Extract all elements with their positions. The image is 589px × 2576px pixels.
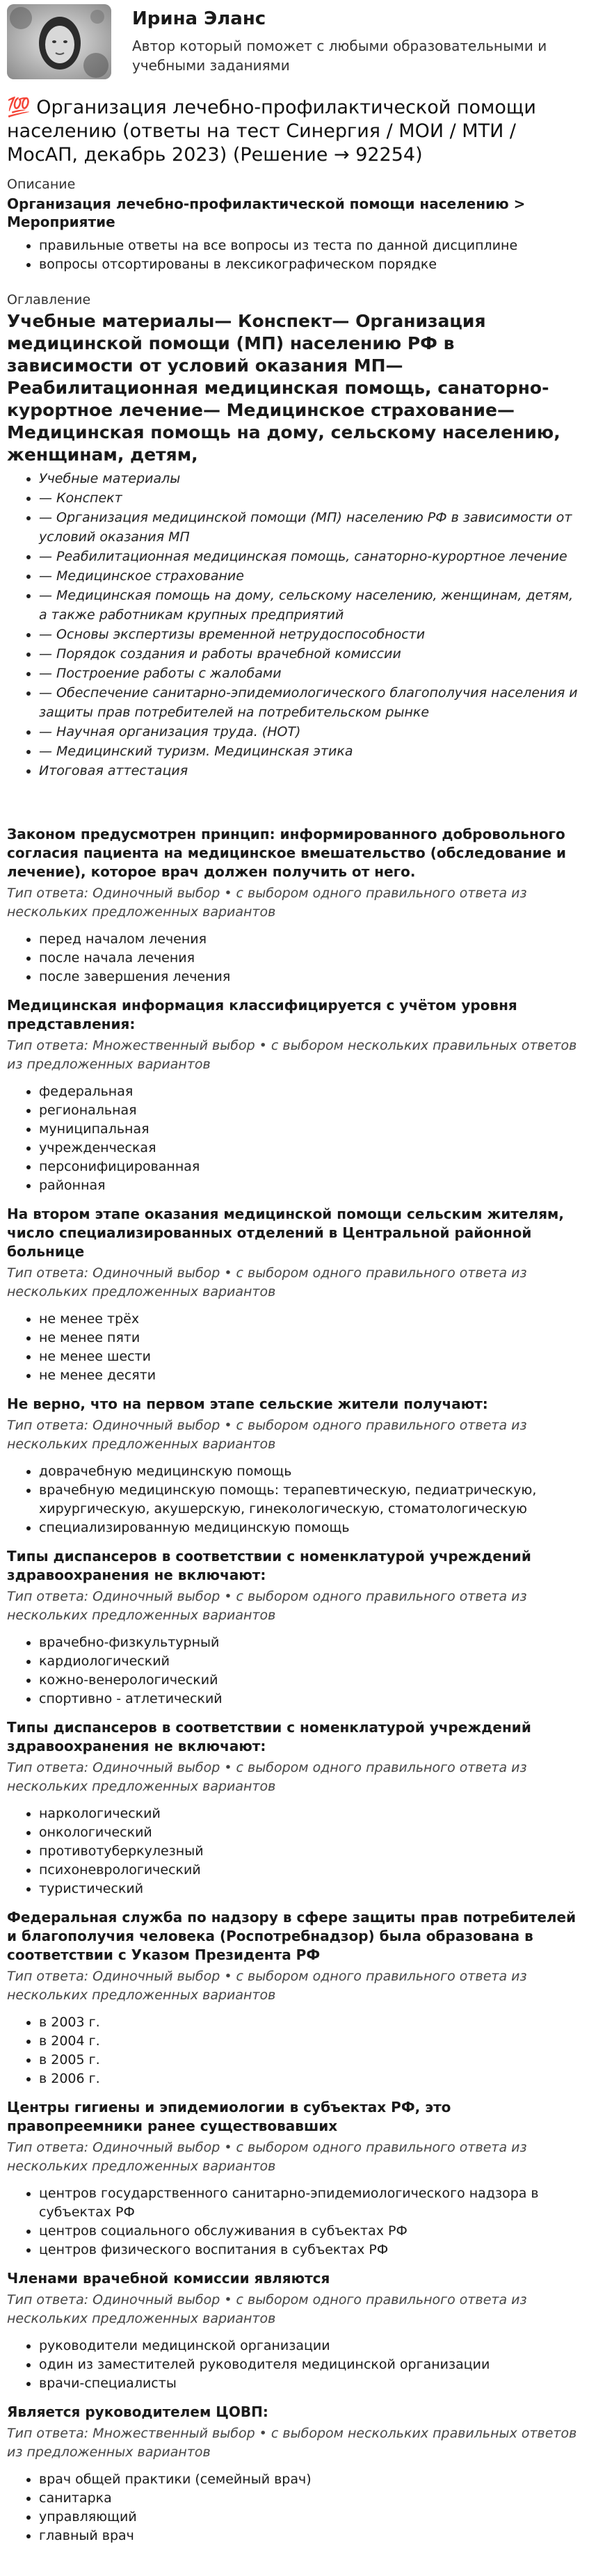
toc-item: • — Медицинская помощь на дому, сельскому населению, женщинам, детям, а также работникам крупных предприятий bbox=[39, 586, 579, 625]
author-info bbox=[132, 4, 579, 75]
answer-option: • управляющий bbox=[39, 2508, 579, 2527]
answer-options bbox=[7, 1082, 579, 1195]
question-text: Федеральная служба по надзору в сфере защиты прав потребителей и благополучия человека (Роспотребнадзор) была образована в соответствии с Указом Президента РФ bbox=[7, 1909, 576, 1963]
answer-option: • центров государственного санитарно-эпидемиологического надзора в субъектах РФ bbox=[39, 2184, 579, 2222]
answer-option: • не менее пяти bbox=[39, 1329, 579, 1347]
answer-option: • специализированную медицинскую помощь bbox=[39, 1519, 579, 1537]
question-text: Медицинская информация классифицируется с учётом уровня представления: bbox=[7, 997, 517, 1032]
toc-label: Оглавление bbox=[7, 292, 91, 307]
toc-item: • — Построение работы с жалобами bbox=[39, 664, 579, 683]
question bbox=[7, 996, 579, 1195]
question bbox=[7, 825, 579, 986]
toc-item: • — Конспект bbox=[39, 488, 579, 508]
answer-type: Тип ответа: Одиночный выбор • с выбором одного правильного ответа из нескольких предложенных вариантов bbox=[7, 2292, 527, 2326]
answer-option: • психоневрологический bbox=[39, 1861, 579, 1880]
answer-option: • туристический bbox=[39, 1880, 579, 1898]
answer-options bbox=[7, 2337, 579, 2393]
questions-list bbox=[7, 825, 579, 2545]
answer-option: • главный врач bbox=[39, 2527, 579, 2545]
toc-heading: Учебные материалы— Конспект— Организация медицинской помощи (МП) населению РФ в зависимости от условий оказания МП— Реабилитационная медицинская помощь, санаторно-курортное лечение— Медицинское страхование— Медицинская помощь на дому, сельскому населению, женщинам, детям, bbox=[7, 311, 560, 465]
answer-option: • не менее шести bbox=[39, 1347, 579, 1366]
author-card bbox=[7, 0, 579, 86]
toc-item: • — Медицинский туризм. Медицинская этика bbox=[39, 742, 579, 761]
description-list bbox=[7, 237, 579, 274]
answer-option: • районная bbox=[39, 1176, 579, 1195]
answer-options bbox=[7, 2013, 579, 2088]
answer-type: Тип ответа: Одиночный выбор • с выбором одного правильного ответа из нескольких предложенных вариантов bbox=[7, 1265, 527, 1299]
answer-options bbox=[7, 1633, 579, 1709]
answer-option: • муниципальная bbox=[39, 1120, 579, 1139]
author-description: Автор который поможет с любыми образовательными и учебными заданиями bbox=[132, 38, 547, 74]
toc-item: • — Основы экспертизы временной нетрудоспособности bbox=[39, 625, 579, 644]
question-text: Членами врачебной комиссии являются bbox=[7, 2270, 330, 2287]
answer-option: • региональная bbox=[39, 1101, 579, 1120]
answer-type: Тип ответа: Одиночный выбор • с выбором одного правильного ответа из нескольких предложенных вариантов bbox=[7, 1760, 527, 1794]
answer-option: • кардиологический bbox=[39, 1652, 579, 1671]
question bbox=[7, 1718, 579, 1898]
question bbox=[7, 1395, 579, 1537]
answer-option: • доврачебную медицинскую помощь bbox=[39, 1462, 579, 1481]
question bbox=[7, 1547, 579, 1709]
question-text: Является руководителем ЦОВП: bbox=[7, 2403, 268, 2420]
answer-option: • учрежденческая bbox=[39, 1139, 579, 1158]
answer-type: Тип ответа: Множественный выбор • с выбором нескольких правильных ответов из предложенных вариантов bbox=[7, 1038, 577, 1072]
answer-option: • врачебную медицинскую помощь: терапевтическую, педиатрическую, хирургическую, акушерскую, гинекологическую, стоматологическую bbox=[39, 1481, 579, 1519]
answer-option: • не менее десяти bbox=[39, 1366, 579, 1385]
answer-option: • центров социального обслуживания в субъектах РФ bbox=[39, 2222, 579, 2241]
description-section bbox=[7, 177, 579, 274]
question bbox=[7, 2403, 579, 2545]
answer-type: Тип ответа: Одиночный выбор • с выбором одного правильного ответа из нескольких предложенных вариантов bbox=[7, 2140, 527, 2174]
toc-list bbox=[7, 469, 579, 781]
answer-type: Тип ответа: Одиночный выбор • с выбором одного правильного ответа из нескольких предложенных вариантов bbox=[7, 1589, 527, 1623]
answer-option: • врачи-специалисты bbox=[39, 2374, 579, 2393]
toc-item: • — Научная организация труда. (НОТ) bbox=[39, 722, 579, 742]
answer-type: Тип ответа: Одиночный выбор • с выбором одного правильного ответа из нескольких предложенных вариантов bbox=[7, 1969, 527, 2003]
answer-option: • руководители медицинской организации bbox=[39, 2337, 579, 2355]
question-text: Типы диспансеров в соответствии с номенклатурой учреждений здравоохранения не включают: bbox=[7, 1719, 531, 1754]
answer-option: • санитарка bbox=[39, 2489, 579, 2508]
toc-section bbox=[7, 292, 579, 781]
answer-option: • врач общей практики (семейный врач) bbox=[39, 2470, 579, 2489]
answer-options bbox=[7, 1310, 579, 1385]
answer-option: • спортивно - атлетический bbox=[39, 1690, 579, 1709]
answer-option: • в 2006 г. bbox=[39, 2070, 579, 2088]
answer-option: • в 2005 г. bbox=[39, 2051, 579, 2070]
answer-options bbox=[7, 2184, 579, 2259]
answer-option: • один из заместителей руководителя медицинской организации bbox=[39, 2355, 579, 2374]
answer-type: Тип ответа: Одиночный выбор • с выбором одного правильного ответа из нескольких предложенных вариантов bbox=[7, 1418, 527, 1452]
answer-options bbox=[7, 930, 579, 986]
answer-type: Тип ответа: Одиночный выбор • с выбором одного правильного ответа из нескольких предложенных вариантов bbox=[7, 886, 527, 920]
answer-option: • кожно-венерологический bbox=[39, 1671, 579, 1690]
toc-item: • — Обеспечение санитарно-эпидемиологического благополучия населения и защиты прав потребителей на потребительском рынке bbox=[39, 683, 579, 722]
toc-item: • — Медицинское страхование bbox=[39, 566, 579, 586]
answer-option: • федеральная bbox=[39, 1082, 579, 1101]
page-title: 💯 Организация лечебно-профилактической помощи населению (ответы на тест Синергия / МОИ / МТИ / МосАП, декабрь 2023) (Решение → 92254) bbox=[7, 97, 536, 166]
answer-option: • в 2004 г. bbox=[39, 2032, 579, 2051]
answer-option: • противотуберкулезный bbox=[39, 1842, 579, 1861]
answer-option: • наркологический bbox=[39, 1805, 579, 1823]
toc-item: • Итоговая аттестация bbox=[39, 761, 579, 781]
question-text: Законом предусмотрен принцип: информированного добровольного согласия пациента на медицинское вмешательство (обследование и лечение), которое врач должен получить от него. bbox=[7, 826, 567, 880]
answer-option: • после начала лечения bbox=[39, 949, 579, 968]
toc-item: • — Порядок создания и работы врачебной комиссии bbox=[39, 644, 579, 664]
avatar-image bbox=[7, 4, 111, 79]
toc-item: • Учебные материалы bbox=[39, 469, 579, 488]
answer-options bbox=[7, 2470, 579, 2545]
answer-options bbox=[7, 1805, 579, 1898]
question bbox=[7, 1205, 579, 1385]
question-text: Не верно, что на первом этапе сельские жители получают: bbox=[7, 1395, 488, 1412]
answer-options bbox=[7, 1462, 579, 1537]
answer-option: • не менее трёх bbox=[39, 1310, 579, 1329]
toc-item: • — Реабилитационная медицинская помощь, санаторно-курортное лечение bbox=[39, 547, 579, 566]
question-text: Типы диспансеров в соответствии с номенклатурой учреждений здравоохранения не включают: bbox=[7, 1548, 531, 1583]
description-heading: Организация лечебно-профилактической помощи населению > Мероприятие bbox=[7, 195, 526, 230]
answer-option: • врачебно-физкультурный bbox=[39, 1633, 579, 1652]
author-avatar[interactable] bbox=[7, 4, 111, 79]
list-item: • вопросы отсортированы в лексикографическом порядке bbox=[39, 255, 579, 274]
question-text: На втором этапе оказания медицинской помощи сельским жителям, число специализированных отделений в Центральной районной больнице bbox=[7, 1206, 564, 1260]
answer-option: • центров физического воспитания в субъектах РФ bbox=[39, 2241, 579, 2259]
question bbox=[7, 2098, 579, 2259]
question bbox=[7, 2269, 579, 2393]
answer-option: • после завершения лечения bbox=[39, 968, 579, 986]
answer-option: • перед началом лечения bbox=[39, 930, 579, 949]
answer-option: • персонифицированная bbox=[39, 1158, 579, 1176]
description-label: Описание bbox=[7, 177, 76, 192]
answer-option: • онкологический bbox=[39, 1823, 579, 1842]
question bbox=[7, 1908, 579, 2088]
question-text: Центры гигиены и эпидемиологии в субъектах РФ, это правопреемники ранее существовавших bbox=[7, 2099, 451, 2134]
toc-item: • — Организация медицинской помощи (МП) населению РФ в зависимости от условий оказания МП bbox=[39, 508, 579, 547]
author-name[interactable]: Ирина Эланс bbox=[132, 8, 266, 29]
answer-type: Тип ответа: Множественный выбор • с выбором нескольких правильных ответов из предложенных вариантов bbox=[7, 2426, 577, 2460]
list-item: • правильные ответы на все вопросы из теста по данной дисциплине bbox=[39, 237, 579, 255]
answer-option: • в 2003 г. bbox=[39, 2013, 579, 2032]
